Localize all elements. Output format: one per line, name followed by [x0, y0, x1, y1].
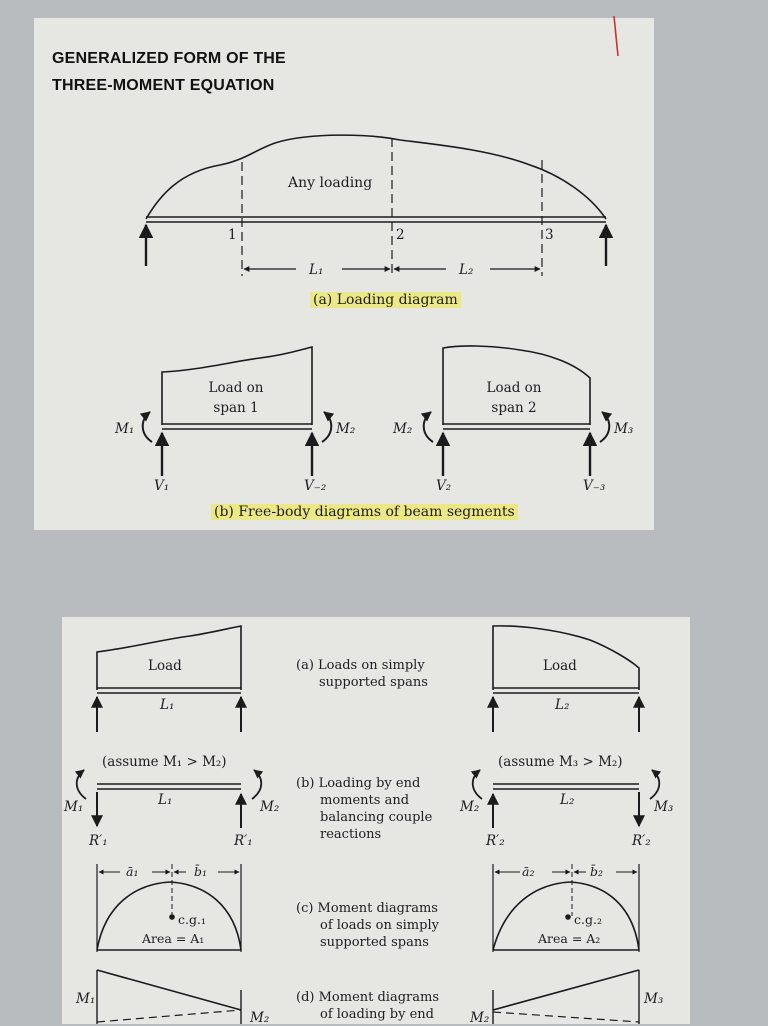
m3-moment-arc: [600, 412, 609, 442]
v2-label: V₂: [436, 478, 452, 494]
desc-d-line2: of loading by end: [320, 1007, 434, 1022]
bottom-d-m3-label: M₃: [644, 991, 664, 1007]
b2-label: b̄₂: [590, 864, 604, 879]
bottom-d-m2-right-label: M₂: [250, 1010, 270, 1026]
span1-load-line1: Load on: [208, 380, 264, 396]
r1-left-label: R′₁: [89, 833, 108, 849]
m3-label: M₃: [614, 421, 634, 437]
fig-b-caption-text: (b) Free-body diagrams of beam segments: [211, 504, 518, 520]
cg2-label: c.g.₂: [574, 912, 602, 927]
desc-b-line2: moments and: [320, 793, 410, 808]
m2-left-label: M₂: [393, 421, 413, 437]
bottom-d-right-diagram: [493, 970, 639, 1024]
bottom-d-left-diagram: [97, 970, 241, 1024]
any-loading-label: Any loading: [288, 175, 373, 191]
cg1-label: c.g.₁: [178, 912, 206, 927]
bottom-a-right-span: [493, 626, 639, 732]
span2-load-line1: Load on: [486, 380, 542, 396]
support-1-label: 1: [228, 227, 237, 243]
m2-moment-arc-right: [322, 412, 331, 442]
bottom-l2-label: L₂: [555, 697, 570, 713]
span-l1-label: L₁: [309, 262, 324, 278]
r1-right-label: R′₁: [234, 833, 253, 849]
bottom-b-m2-right-label: M₂: [260, 799, 280, 815]
desc-d-line1: (d) Moment diagrams: [296, 990, 439, 1005]
desc-c-line3: supported spans: [320, 935, 429, 950]
r2-left-label: R′₂: [486, 833, 505, 849]
v-3-label: V₋₃: [583, 478, 606, 494]
page-title-line-1: GENERALIZED FORM OF THE: [52, 50, 286, 67]
m2-moment-arc-left: [424, 412, 433, 442]
v-2-label: V₋₂: [304, 478, 327, 494]
load-curve: [146, 135, 606, 219]
b1-label: b̄₁: [194, 864, 208, 879]
bottom-b-m1-label: M₁: [64, 799, 84, 815]
desc-c-line1: (c) Moment diagrams: [296, 901, 438, 916]
m2-right-label: M₂: [336, 421, 356, 437]
m1-moment-arc: [143, 412, 152, 442]
bottom-b-m3-label: M₃: [654, 799, 674, 815]
desc-a-line2: supported spans: [319, 675, 428, 690]
r2-right-label: R′₂: [632, 833, 651, 849]
page-title-line-2: THREE-MOMENT EQUATION: [52, 77, 275, 94]
bottom-d-m2-left-label: M₂: [470, 1010, 490, 1026]
support-3-label: 3: [545, 227, 554, 243]
desc-b-line3: balancing couple: [320, 810, 433, 825]
bottom-b-l1-label: L₁: [158, 792, 173, 808]
bottom-d-m1-label: M₁: [76, 991, 96, 1007]
bottom-a-left-span: [97, 626, 241, 732]
area1-label: Area = A₁: [142, 931, 205, 946]
assume-left-label: (assume M₁ > M₂): [102, 754, 227, 770]
assume-right-label: (assume M₃ > M₂): [498, 754, 623, 770]
bottom-b-l2-label: L₂: [560, 792, 575, 808]
desc-b-line4: reactions: [320, 827, 382, 842]
load-left-label: Load: [148, 658, 182, 674]
fig-b-caption: [211, 504, 518, 520]
fig-a-loading-diagram: [146, 135, 606, 276]
bottom-b-m2-left-label: M₂: [460, 799, 480, 815]
support-2-label: 2: [396, 227, 405, 243]
span1-load-line2: span 1: [213, 400, 259, 416]
fig-a-caption-text: (a) Loading diagram: [310, 292, 461, 308]
desc-c-line2: of loads on simply: [320, 918, 439, 933]
fig-a-caption: [310, 292, 461, 308]
area2-label: Area = A₂: [538, 931, 601, 946]
v1-label: V₁: [154, 478, 170, 494]
span2-load-line2: span 2: [491, 400, 537, 416]
span-l2-label: L₂: [459, 262, 474, 278]
a1-label: ā₁: [126, 864, 139, 879]
red-pen-mark: [614, 16, 618, 56]
bottom-l1-label: L₁: [160, 697, 175, 713]
desc-b-line1: (b) Loading by end: [296, 776, 421, 791]
load-right-label: Load: [543, 658, 577, 674]
m1-label: M₁: [115, 421, 135, 437]
a2-label: ā₂: [522, 864, 535, 879]
desc-a-line1: (a) Loads on simply: [296, 658, 425, 673]
